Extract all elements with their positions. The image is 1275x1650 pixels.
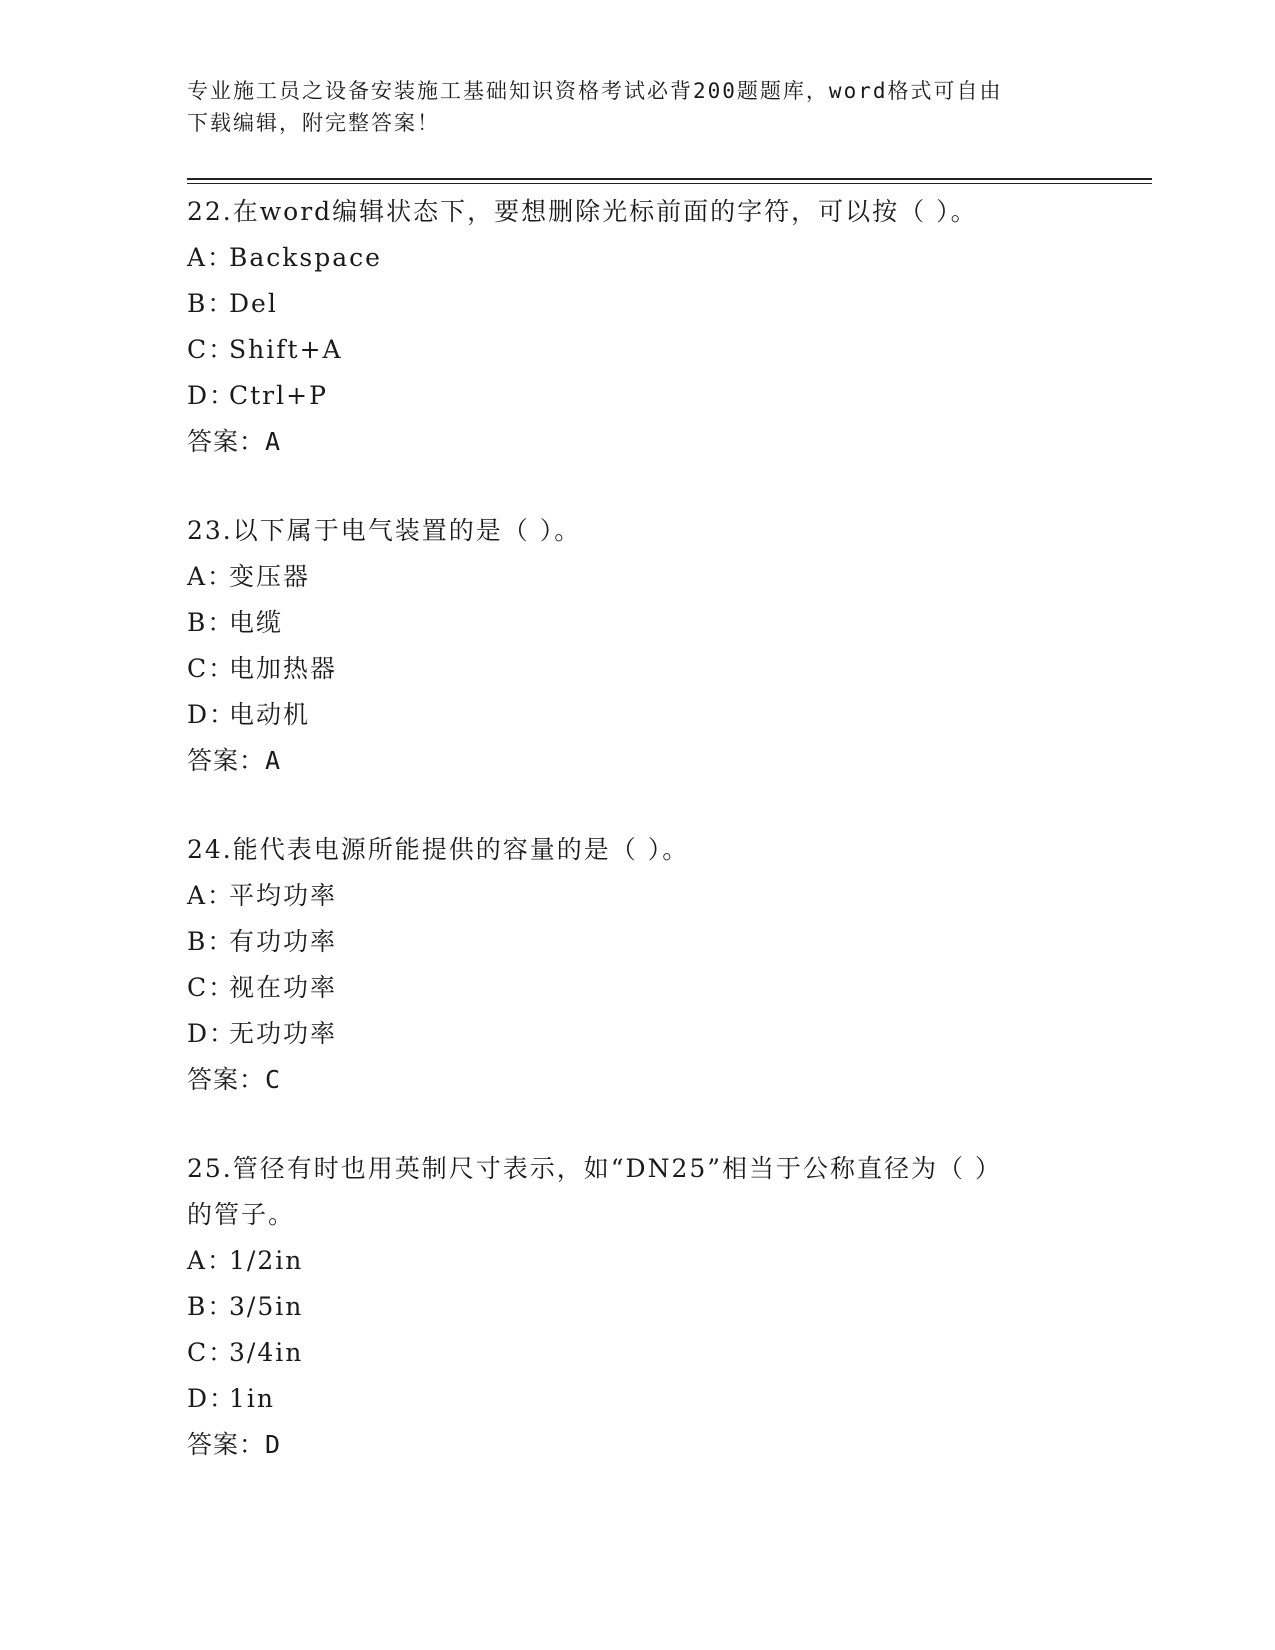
question-25 bbox=[187, 1146, 1087, 1468]
option-b bbox=[187, 919, 1087, 965]
question-23 bbox=[187, 508, 1087, 784]
option-letter: B： bbox=[187, 608, 235, 637]
option-text: 1in bbox=[229, 1384, 276, 1413]
option-letter: A： bbox=[187, 1246, 235, 1275]
option-letter: B： bbox=[187, 289, 235, 318]
option-text: 有功功率 bbox=[229, 927, 338, 956]
option-letter: C： bbox=[187, 654, 236, 683]
option-c bbox=[187, 1330, 1087, 1376]
option-a bbox=[187, 554, 1087, 600]
option-text: 平均功率 bbox=[229, 881, 338, 910]
option-d bbox=[187, 1011, 1087, 1057]
option-letter: D： bbox=[187, 700, 237, 729]
question-stem: 22.在word编辑状态下，要想删除光标前面的字符，可以按（ ）。 bbox=[187, 197, 978, 226]
option-c bbox=[187, 327, 1087, 373]
option-a bbox=[187, 873, 1087, 919]
option-d bbox=[187, 373, 1087, 419]
option-d bbox=[187, 692, 1087, 738]
option-letter: D： bbox=[187, 1019, 237, 1048]
option-b bbox=[187, 281, 1087, 327]
option-text: 视在功率 bbox=[229, 973, 338, 1002]
answer-line: 答案：A bbox=[187, 746, 282, 775]
option-letter: A： bbox=[187, 562, 235, 591]
answer-line: 答案：D bbox=[187, 1430, 282, 1459]
option-text: 1/2in bbox=[229, 1246, 304, 1275]
question-24 bbox=[187, 827, 1087, 1103]
option-text: Backspace bbox=[229, 243, 382, 272]
header-line-2: 下载编辑，附完整答案！ bbox=[187, 111, 440, 135]
option-d bbox=[187, 1376, 1087, 1422]
option-text: 变压器 bbox=[229, 562, 311, 591]
option-letter: B： bbox=[187, 927, 235, 956]
option-text: 电加热器 bbox=[229, 654, 338, 683]
option-text: 无功功率 bbox=[229, 1019, 338, 1048]
document-header bbox=[187, 75, 1087, 139]
option-text: Del bbox=[229, 289, 278, 318]
answer-line: 答案：A bbox=[187, 427, 282, 456]
option-a bbox=[187, 1238, 1087, 1284]
option-letter: C： bbox=[187, 1338, 236, 1367]
option-b bbox=[187, 600, 1087, 646]
answer-line: 答案：C bbox=[187, 1065, 282, 1094]
option-text: 3/5in bbox=[229, 1292, 304, 1321]
option-text: 3/4in bbox=[229, 1338, 304, 1367]
question-stem-continued: 的管子。 bbox=[187, 1200, 296, 1229]
option-text: Shift+A bbox=[229, 335, 343, 364]
option-letter: D： bbox=[187, 381, 237, 410]
question-stem: 23.以下属于电气装置的是（ ）。 bbox=[187, 516, 582, 545]
header-divider-thick bbox=[187, 178, 1152, 180]
header-line-1: 专业施工员之设备安装施工基础知识资格考试必背200题题库，word格式可自由 bbox=[187, 79, 1003, 103]
option-text: 电缆 bbox=[229, 608, 284, 637]
option-letter: D： bbox=[187, 1384, 237, 1413]
header-divider-thin bbox=[187, 183, 1152, 184]
option-letter: C： bbox=[187, 973, 236, 1002]
question-22 bbox=[187, 189, 1087, 465]
option-c bbox=[187, 965, 1087, 1011]
option-text: 电动机 bbox=[229, 700, 311, 729]
option-letter: C： bbox=[187, 335, 236, 364]
option-letter: A： bbox=[187, 881, 235, 910]
question-stem: 25.管径有时也用英制尺寸表示，如“DN25”相当于公称直径为（ ） bbox=[187, 1154, 1002, 1183]
option-letter: A： bbox=[187, 243, 235, 272]
option-letter: B： bbox=[187, 1292, 235, 1321]
question-stem: 24.能代表电源所能提供的容量的是（ ）。 bbox=[187, 835, 690, 864]
option-c bbox=[187, 646, 1087, 692]
option-text: Ctrl+P bbox=[229, 381, 328, 410]
option-b bbox=[187, 1284, 1087, 1330]
option-a bbox=[187, 235, 1087, 281]
